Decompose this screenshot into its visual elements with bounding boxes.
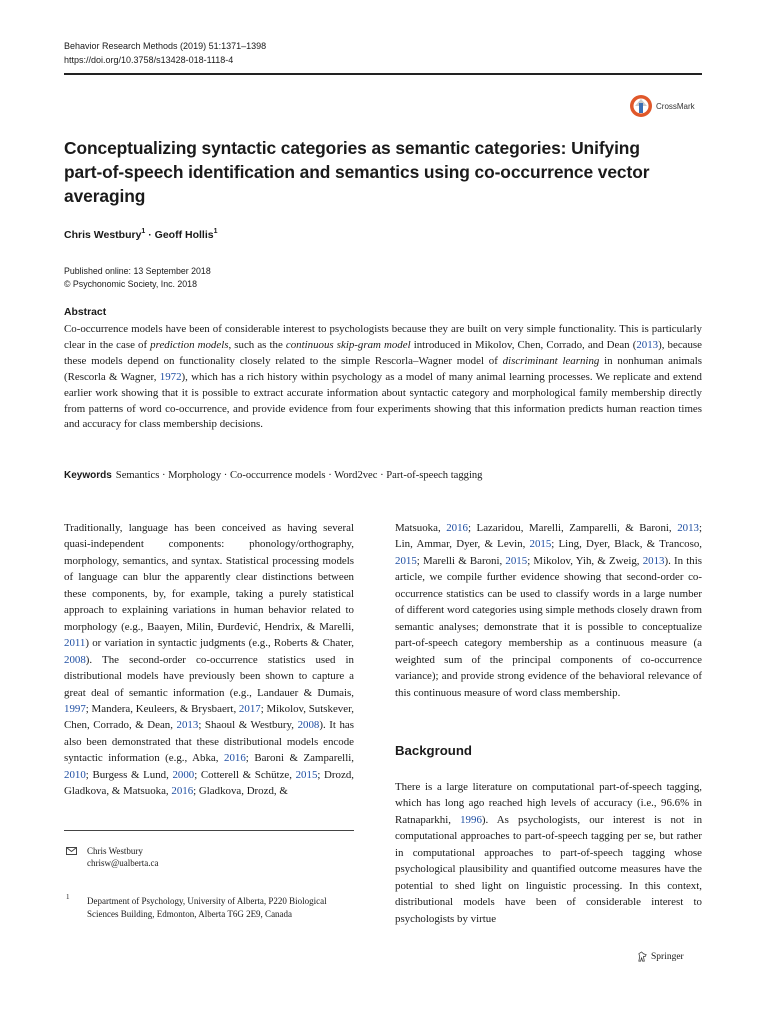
citation-link[interactable]: 2015 (505, 554, 528, 567)
citation-link[interactable]: 2013 (636, 338, 659, 351)
corresponding-author-name: Chris Westbury (87, 846, 143, 856)
emphasis: prediction models (150, 338, 229, 351)
citation-link[interactable]: 2015 (295, 768, 318, 781)
citation-link[interactable]: 2017 (238, 702, 261, 715)
citation-link[interactable]: 2015 (529, 538, 552, 551)
citation-link[interactable]: 1972 (159, 370, 182, 383)
citation-link[interactable]: 2008 (297, 719, 320, 732)
corresponding-author-email[interactable]: chrisw@ualberta.ca (87, 858, 159, 868)
citation-link[interactable]: 2000 (172, 768, 195, 781)
affiliation-mark: 1 (66, 893, 70, 901)
citation-link[interactable]: 2013 (677, 522, 699, 534)
emphasis: continuous skip-gram model (285, 338, 411, 351)
affiliation-text: Department of Psychology, University of Alberta, P220 Biological Sciences Building, Edmonton, Alberta T6G 2E9, Canada (87, 896, 327, 919)
keywords-line (64, 470, 482, 481)
author-affiliation-mark: 1 (213, 228, 218, 235)
author-affiliation-mark: 1 (141, 228, 146, 235)
crossmark-icon (629, 94, 653, 118)
springer-horse-icon (637, 951, 648, 962)
abstract-heading: Abstract (64, 307, 107, 318)
copyright-notice: © Psychonomic Society, Inc. 2018 (64, 279, 197, 289)
citation-link[interactable]: 1997 (64, 702, 86, 715)
footnote-rule (64, 830, 354, 831)
keywords-label: Keywords (64, 470, 112, 481)
doi-link[interactable]: https://doi.org/10.3758/s13428-018-1118-4 (64, 55, 234, 65)
author-list (64, 228, 218, 241)
emphasis: discriminant learning (502, 354, 600, 367)
author-name[interactable]: Geoff Hollis (154, 229, 214, 241)
journal-citation: Behavior Research Methods (2019) 51:1371–1398 (64, 41, 267, 51)
intro-right-column: Matsuoka, 2016; Lazaridou, Marelli, Zamparelli, & Baroni, 2013; Lin, Ammar, Dyer, & Levin, 2015; Ling, Dyer, Black, & Trancoso, 2015; Marelli & Baroni, 2015; Mikolov, Yih, & Zweig, 2013). In this article, we compile further evidence showing that second-order co-occurrence statistics can be used to classify words in a large number of different word categories using simple methods closely drawn from semantic analyses; demonstrate that it is possible to conceptualize part-of-speech category membership as a continuous measure (a weighted sum of the principal components of co-occurrence variance); and provide strong evidence of the behavioral relevance of this continuous measure of word class membership. (395, 522, 702, 699)
citation-link[interactable]: 2016 (446, 522, 468, 534)
abstract-body: Co-occurrence models have been of considerable interest to psychologists because they are built on very simple functionality. This is particularly clear in the case of prediction models, such as the continuous skip-gram model introduced in Mikolov, Chen, Corrado, and Dean (2013), because these models depend on functionality closely related to the simple Rescorla–Wagner model of discriminant learning in nonhuman animals (Rescorla & Wagner, 1972), which has a rich history within psychology as a model of many animal learning processes. We replicate and extend earlier work showing that it is possible to extract accurate information about syntactic category and morphological family membership directly from patterns of word co-occurrence, and provide evidence from four experiments showing that this information predicts human reaction times and accuracy for class membership decisions. (64, 323, 703, 431)
section-heading-background: Background (395, 743, 472, 758)
background-body: There is a large literature on computational part-of-speech tagging, which has long ago reached high levels of accuracy (i.e., 96.6% in Ratnaparkhi, 1996). As psychologists, our interest is not in computational approaches to part-of-speech tagging per se, but rather in computational approaches to part-of-speech tagging whose psychological plausibility and quantified outcome measures have the potential to shed light on linguistic processing. In this context, distributional models have been of considerable interest to psychologists by virtue (395, 781, 703, 925)
author-separator: · (148, 229, 152, 241)
citation-link[interactable]: 2008 (64, 653, 86, 666)
keywords-list: Semantics · Morphology · Co-occurrence models · Word2vec · Part-of-speech tagging (115, 470, 483, 481)
citation-link[interactable]: 2010 (64, 768, 86, 781)
header-rule (64, 73, 702, 75)
crossmark-label: CrossMark (656, 101, 695, 111)
citation-link[interactable]: 2016 (224, 752, 246, 765)
mail-icon (66, 847, 77, 855)
publisher-logo (637, 951, 684, 962)
crossmark-badge[interactable] (629, 93, 695, 119)
author-name[interactable]: Chris Westbury (64, 229, 142, 241)
citation-link[interactable]: 2013 (176, 719, 199, 732)
published-date: Published online: 13 September 2018 (64, 266, 211, 276)
citation-link[interactable]: 1996 (460, 813, 482, 826)
intro-left-column: Traditionally, language has been conceived as having several quasi-independent components: phonology/orthography, morphology, semantics, and syntax. Statistical processing models of language can blur the apparently clear distinctions between these components, by, for example, taking a purely statistical approach to explaining variations in human behavior related to morphology (e.g., Baayen, Milin, Đurđević, Hendrix, & Marelli, 2011) or variation in syntactic judgments (e.g., Roberts & Chater, 2008). The second-order co-occurrence statistics used in distributional models have previously been shown to capture a great deal of semantic information (e.g., Landauer & Dumais, 1997; Mandera, Keuleers, & Brysbaert, 2017; Mikolov, Sutskever, Chen, Corrado, & Dean, 2013; Shaoul & Westbury, 2008). It has also been demonstrated that these distributional models encode syntactic information (e.g., Abka, 2016; Baroni & Zamparelli, 2010; Burgess & Lund, 2000; Cotterell & Schütze, 2015; Drozd, Gladkova, & Matsuoka, 2016; Gladkova, Drozd, & (64, 522, 354, 798)
citation-link[interactable]: 2013 (642, 554, 665, 567)
citation-link[interactable]: 2016 (171, 785, 194, 798)
citation-link[interactable]: 2015 (395, 554, 417, 567)
publisher-name: Springer (651, 951, 684, 962)
article-title: Conceptualizing syntactic categories as semantic categories: Unifying part-of-speech identification and semantics using co-occurrence vector averaging (64, 138, 650, 206)
citation-link[interactable]: 2011 (64, 637, 86, 650)
